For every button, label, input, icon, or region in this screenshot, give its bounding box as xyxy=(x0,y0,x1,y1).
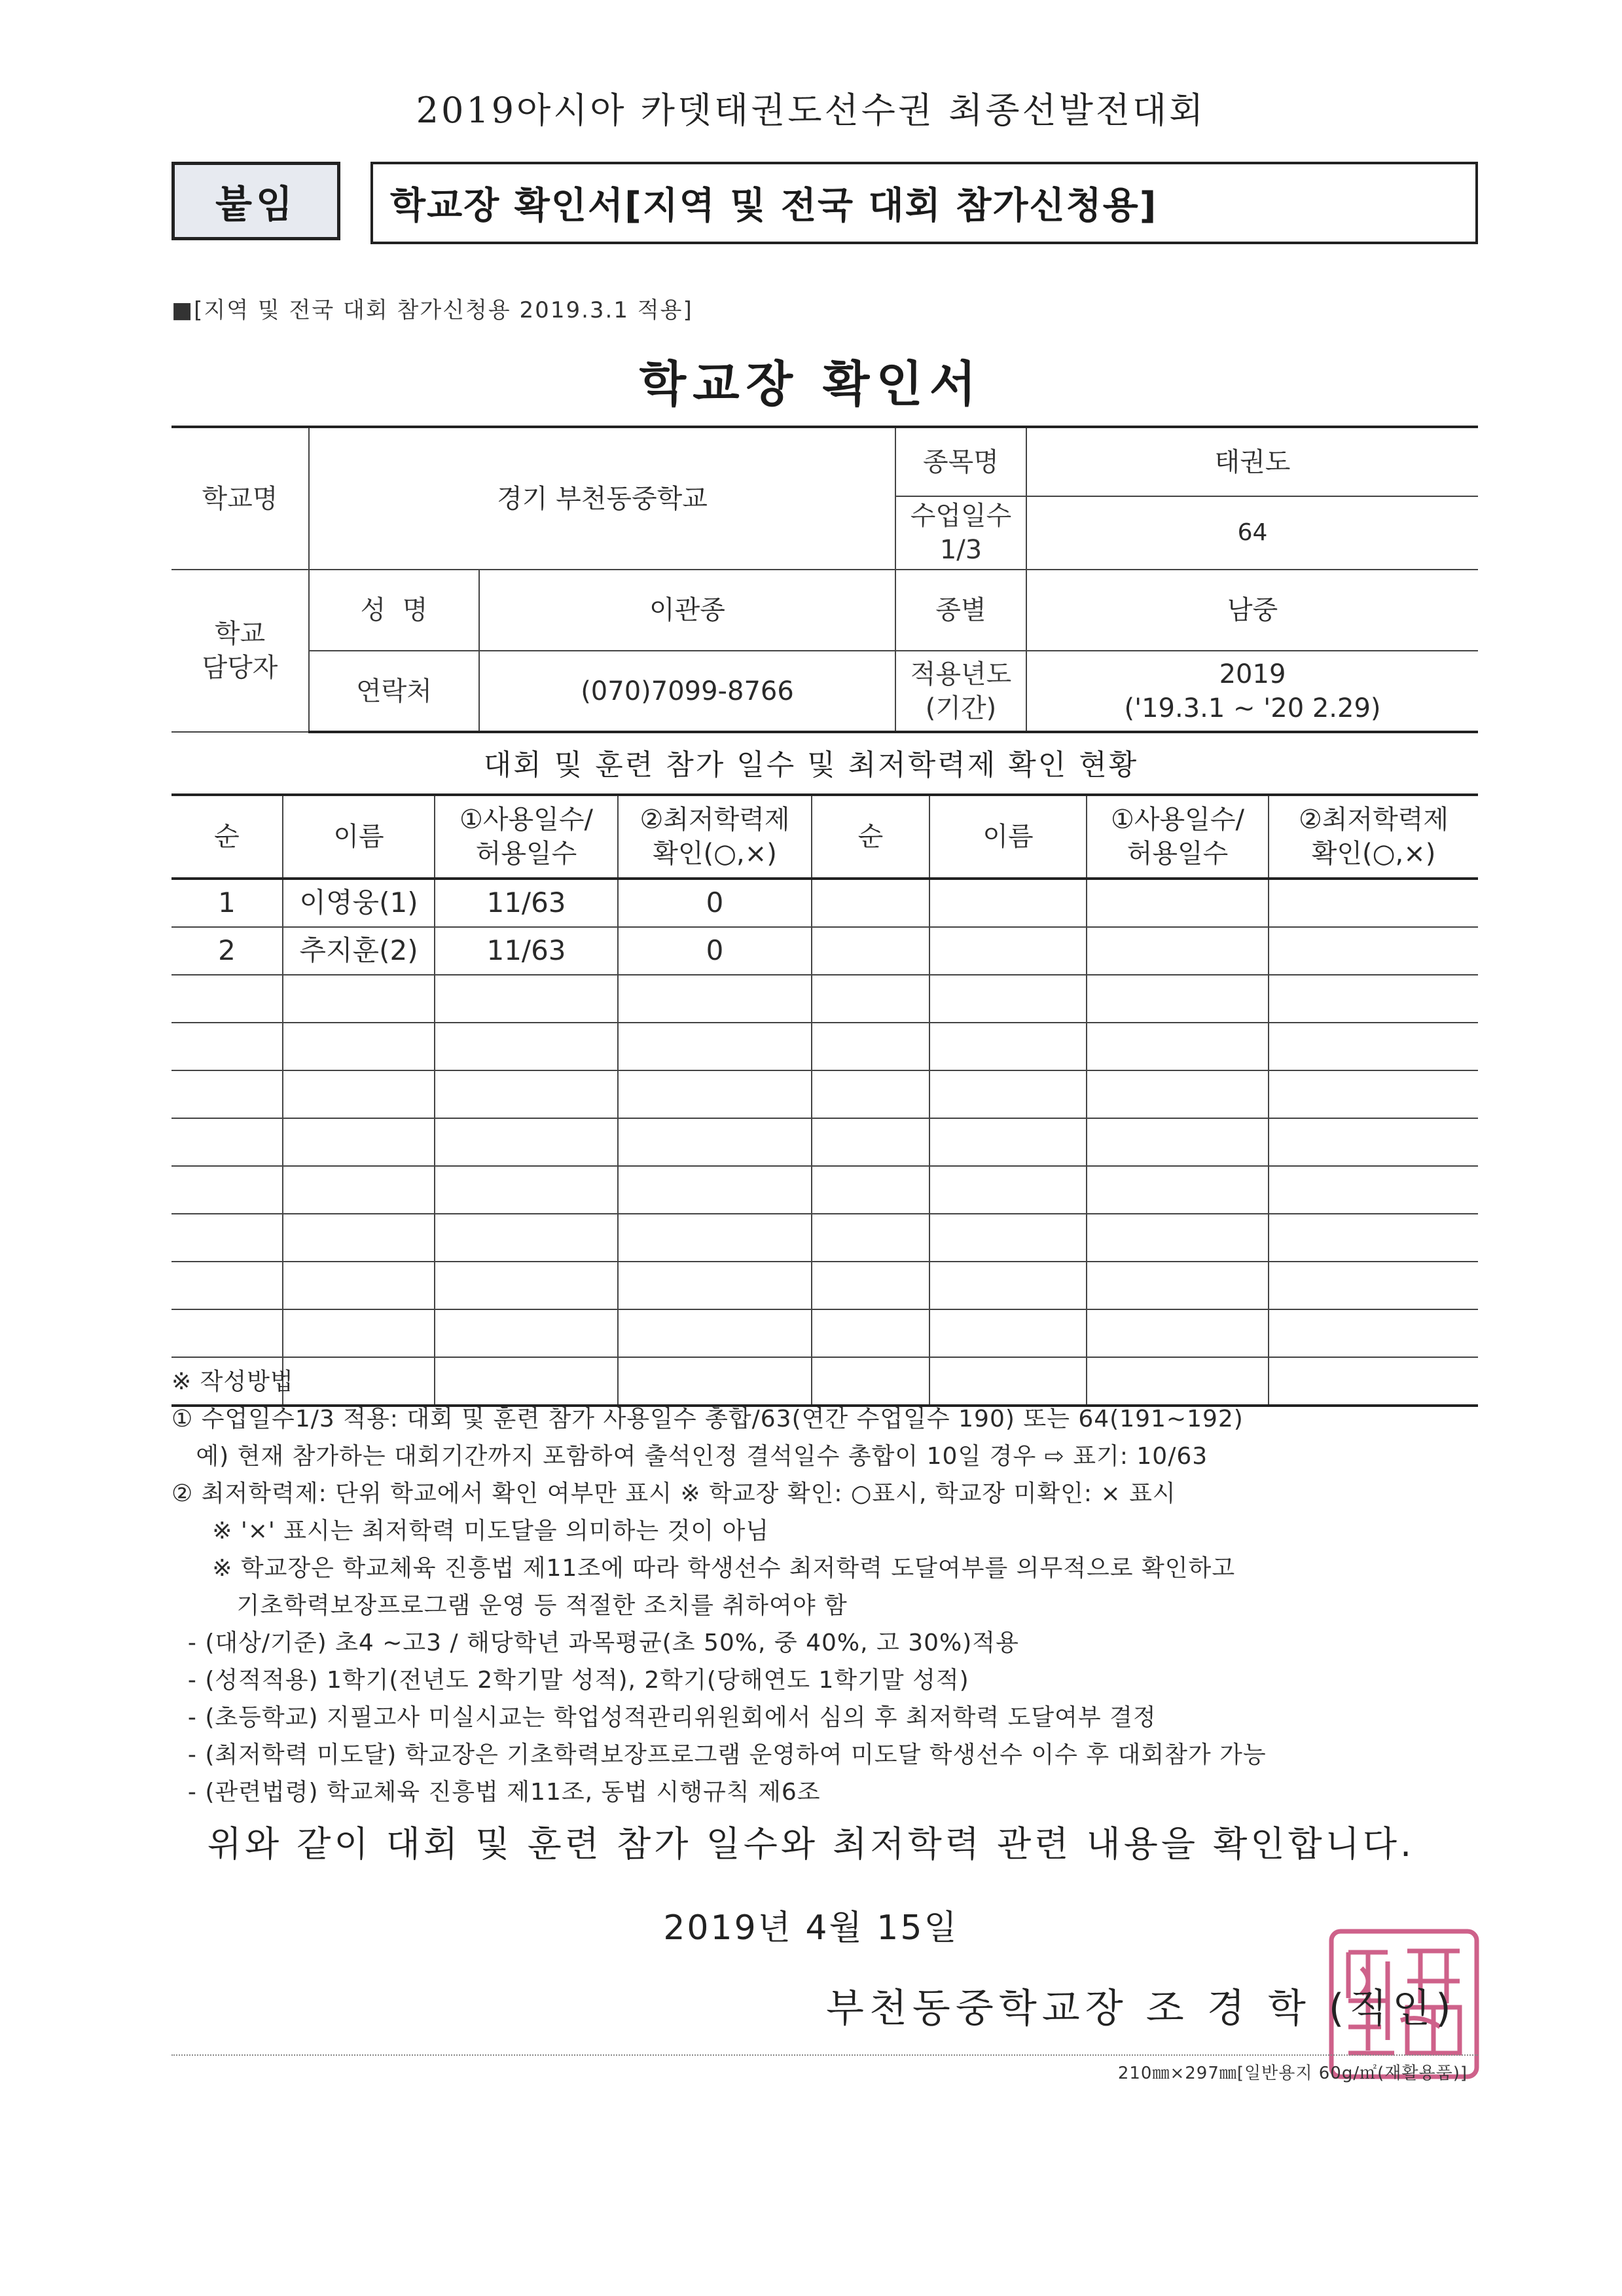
apply-year-value: 2019 xyxy=(1219,659,1286,689)
empty-row xyxy=(171,1118,1478,1166)
participation-table xyxy=(171,793,1478,1407)
notes-line: ① 수업일수1/3 적용: 대회 및 훈련 참가 사용일수 총합/63(연간 수업일수 190) 또는 64(191~192) xyxy=(171,1406,1244,1432)
col-check-left xyxy=(618,795,812,879)
type-value: 남중 xyxy=(1026,570,1478,651)
empty-row xyxy=(171,1023,1478,1070)
school-name-value: 경기 부천동중학교 xyxy=(309,427,895,570)
manager-label-line2: 담당자 xyxy=(202,653,278,683)
col-check-left-line1: ②최저학력제 xyxy=(640,805,790,835)
notes-line: - (대상/기준) 초4 ~고3 / 해당학년 과목평균(초 50%, 중 40%, 고 30%)적용 xyxy=(171,1630,1019,1656)
col-name-left: 이름 xyxy=(283,795,435,879)
empty-row xyxy=(171,1309,1478,1357)
row-empty-cell xyxy=(1269,927,1478,975)
notes-line: ② 최저학력제: 단위 학교에서 확인 여부만 표시 ※ 학교장 확인: ○표시, 학교장 미확인: × 표시 xyxy=(171,1480,1176,1507)
col-check-right-line1: ②최저학력제 xyxy=(1298,805,1449,835)
col-days-left xyxy=(435,795,618,879)
school-name-label: 학교명 xyxy=(171,427,309,570)
document-title: 학교장 확인서[지역 및 전국 대회 참가신청용] xyxy=(370,162,1478,244)
class-days-label-line2: 1/3 xyxy=(939,535,982,565)
col-days-right-line2: 허용일수 xyxy=(1126,839,1229,869)
col-days-left-line2: 허용일수 xyxy=(475,839,577,869)
row-empty-cell xyxy=(812,879,929,927)
row-days: 11/63 xyxy=(435,879,618,927)
apply-year-label-line1: 적용년도 xyxy=(910,659,1012,689)
table-row xyxy=(171,927,1478,975)
confirmation-statement: 위와 같이 대회 및 훈련 참가 일수와 최저학력 관련 내용을 확인합니다. xyxy=(207,1823,1415,1865)
form-title: 학교장 확인서 xyxy=(639,356,983,412)
row-no: 1 xyxy=(171,879,283,927)
row-no: 2 xyxy=(171,927,283,975)
event-label: 종목명 xyxy=(895,427,1026,496)
notes-line: 기초학력보장프로그램 운영 등 적절한 조치를 취하여야 함 xyxy=(171,1592,848,1619)
empty-row xyxy=(171,1262,1478,1309)
col-no-left: 순 xyxy=(171,795,283,879)
notes-line: ※ 학교장은 학교체육 진흥법 제11조에 따라 학생선수 최저학력 도달여부를 의무적으로 확인하고 xyxy=(171,1555,1236,1582)
manager-label xyxy=(171,570,309,732)
col-days-right-line1: ①사용일수/ xyxy=(1111,805,1244,835)
row-empty-cell xyxy=(1269,879,1478,927)
col-check-right xyxy=(1269,795,1478,879)
class-days-label xyxy=(895,496,1026,570)
name-label: 성 명 xyxy=(309,570,479,651)
col-no-right: 순 xyxy=(812,795,929,879)
apply-year-label xyxy=(895,651,1026,732)
row-empty-cell xyxy=(812,927,929,975)
row-check: 0 xyxy=(618,879,812,927)
col-days-right xyxy=(1087,795,1269,879)
row-empty-cell xyxy=(929,879,1087,927)
event-title: 2019아시아 카뎃태권도선수권 최종선발전대회 xyxy=(416,90,1206,131)
empty-row xyxy=(171,975,1478,1023)
empty-row xyxy=(171,1070,1478,1118)
row-empty-cell xyxy=(1087,879,1269,927)
school-info-table xyxy=(171,426,1478,733)
empty-row xyxy=(171,1214,1478,1262)
contact-label: 연락처 xyxy=(309,651,479,732)
event-value: 태권도 xyxy=(1026,427,1478,496)
table-header-row xyxy=(171,795,1478,879)
row-name: 추지훈(2) xyxy=(283,927,435,975)
writing-instructions xyxy=(171,1363,1500,1811)
apply-year-cell xyxy=(1026,651,1478,732)
notes-line: - (성적적용) 1학기(전년도 2학기말 성적), 2학기(당해연도 1학기말 성적) xyxy=(171,1667,969,1694)
applicability-notice: ■[지역 및 전국 대회 참가신청용 2019.3.1 적용] xyxy=(171,297,693,323)
class-days-value: 64 xyxy=(1026,496,1478,570)
paper-spec-footer: 210㎜×297㎜[일반용지 60g/㎡(재활용품)] xyxy=(1117,2064,1468,2083)
notes-line: ※ '×' 표시는 최저학력 미도달을 의미하는 것이 아님 xyxy=(171,1518,770,1544)
type-label: 종별 xyxy=(895,570,1026,651)
attachment-badge: 붙임 xyxy=(171,162,340,240)
col-name-right: 이름 xyxy=(929,795,1087,879)
table-row xyxy=(171,879,1478,927)
principal-signature: 부천동중학교장 조 경 학 (직인) xyxy=(826,1986,1456,2032)
row-empty-cell xyxy=(1087,927,1269,975)
row-days: 11/63 xyxy=(435,927,618,975)
empty-row xyxy=(171,1166,1478,1214)
issue-date: 2019년 4월 15일 xyxy=(663,1908,959,1948)
apply-year-label-line2: (기간) xyxy=(925,693,997,723)
footer-divider xyxy=(171,2054,1478,2056)
contact-value: (070)7099-8766 xyxy=(479,651,895,732)
manager-label-line1: 학교 xyxy=(214,619,266,649)
notes-line: 예) 현재 참가하는 대회기간까지 포함하여 출석인정 결석일수 총합이 10일 경우 ⇨ 표기: 10/63 xyxy=(171,1443,1208,1470)
row-name: 이영웅(1) xyxy=(283,879,435,927)
row-check: 0 xyxy=(618,927,812,975)
apply-period: ('19.3.1 ~ '20 2.29) xyxy=(1124,693,1381,723)
notes-line: - (최저학력 미도달) 학교장은 기초학력보장프로그램 운영하여 미도달 학생선수 이수 후 대회참가 가능 xyxy=(171,1741,1267,1768)
row-empty-cell xyxy=(929,927,1087,975)
col-check-left-line2: 확인(○,×) xyxy=(653,839,777,869)
status-heading: 대회 및 훈련 참가 일수 및 최저학력제 확인 현황 xyxy=(483,748,1139,782)
class-days-label-line1: 수업일수 xyxy=(910,501,1012,531)
col-check-right-line2: 확인(○,×) xyxy=(1311,839,1436,869)
notes-title: ※ 작성방법 xyxy=(171,1368,294,1395)
name-value: 이관종 xyxy=(479,570,895,651)
notes-line: - (초등학교) 지필고사 미실시교는 학업성적관리위원회에서 심의 후 최저학력 도달여부 결정 xyxy=(171,1704,1157,1731)
notes-line: - (관련법령) 학교체육 진흥법 제11조, 동법 시행규칙 제6조 xyxy=(171,1779,821,1806)
col-days-left-line1: ①사용일수/ xyxy=(460,805,593,835)
